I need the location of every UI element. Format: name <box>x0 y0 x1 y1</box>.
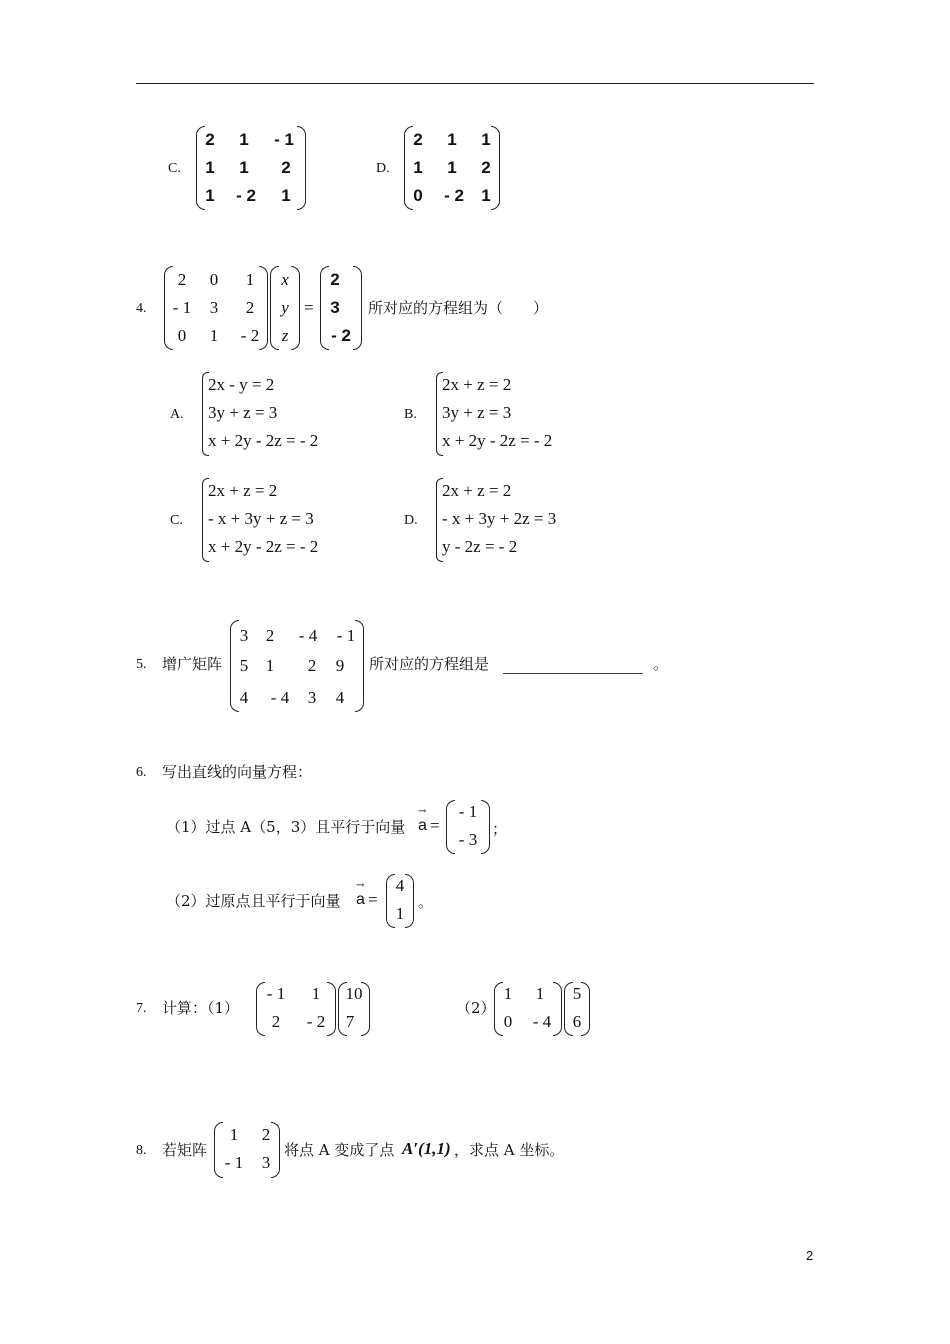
q4-option-c-line3: x + 2y - 2z = - 2 <box>208 537 319 556</box>
q4-option-d-label: D. <box>404 513 418 528</box>
q4-option-d-line3: y - 2z = - 2 <box>442 537 518 556</box>
q4-option-c-line1: 2x + z = 2 <box>208 481 278 500</box>
q7-part2-vector: 5 6 <box>564 982 590 1036</box>
q8-point: A′(1,1) <box>402 1139 451 1158</box>
q3-option-d-label: D. <box>376 161 390 176</box>
q4-option-d-line1: 2x + z = 2 <box>442 481 512 500</box>
q6-part1-vector: - 1 - 3 <box>446 800 490 854</box>
q4-option-a-line1: 2x - y = 2 <box>208 375 275 394</box>
q3-option-c-label: C. <box>168 161 181 176</box>
q6-part1-vector-name: a <box>418 817 427 834</box>
q8-mid-text: 将点 A 变成了点 <box>284 1141 395 1159</box>
q4-option-a-line3: x + 2y - 2z = - 2 <box>208 431 319 450</box>
q4-option-b-line3: x + 2y - 2z = - 2 <box>442 431 553 450</box>
q4-number: 4. <box>136 301 147 316</box>
q5-suffix: 所对应的方程组是 <box>369 655 490 673</box>
q4-option-c-line2: - x + 3y + z = 3 <box>208 509 314 528</box>
q6-part2-equals: = <box>368 890 378 909</box>
q6-part1-text: （1）过点 A（5，3）且平行于向量 <box>166 818 406 836</box>
q4-option-a-label: A. <box>170 407 184 422</box>
q6-text: 写出直线的向量方程： <box>162 763 313 781</box>
q4-option-b-line1: 2x + z = 2 <box>442 375 512 394</box>
q6-part2-text: （2）过原点且平行于向量 <box>166 892 341 910</box>
q7-part2-label: （2） <box>456 999 496 1017</box>
q3-option-c-matrix: 2 1 - 1 1 1 2 1 - 2 1 <box>196 126 306 210</box>
q6-part1-end: ； <box>492 820 508 838</box>
q5-prefix: 增广矩阵 <box>162 655 223 673</box>
q4-text: 所对应的方程组为（ ） <box>368 299 549 317</box>
q4-option-b-label: B. <box>404 407 417 422</box>
page-number: 2 <box>806 1248 814 1263</box>
q5-answer-blank[interactable] <box>503 673 643 674</box>
q4-coefficient-matrix: 2 0 1 - 1 3 2 0 1 - 2 <box>164 266 268 350</box>
q7-part2-matrix: 1 1 0 - 4 <box>494 982 562 1036</box>
q7-part1-matrix: - 1 1 2 - 2 <box>256 982 336 1036</box>
q6-part2-vector-name: a <box>356 891 365 908</box>
q4-variable-vector: x y z <box>270 266 300 350</box>
q5-number: 5. <box>136 657 147 672</box>
q7-part1-vector: 10 7 <box>338 982 370 1036</box>
q4-equals: = <box>304 298 314 317</box>
q6-part2-end: 。 <box>418 893 434 911</box>
q7-number: 7. <box>136 1001 147 1016</box>
vector-arrow-icon: → <box>356 880 365 891</box>
q3-option-d-matrix: 2 1 1 1 1 2 0 - 2 1 <box>404 126 500 210</box>
q8-end: ，求点 A 坐标。 <box>454 1141 565 1159</box>
q8-prefix: 若矩阵 <box>162 1141 208 1159</box>
q4-option-d-line2: - x + 3y + 2z = 3 <box>442 509 557 528</box>
q4-option-c-label: C. <box>170 513 183 528</box>
q5-end: 。 <box>653 655 669 673</box>
vector-arrow-icon: → <box>418 806 427 817</box>
q4-rhs-vector: 2 3 - 2 <box>320 266 362 350</box>
q7-text: 计算：（1） <box>162 999 240 1017</box>
q6-part2-vector: 4 1 <box>386 874 414 928</box>
q4-option-b-line2: 3y + z = 3 <box>442 403 512 422</box>
q4-option-a-line2: 3y + z = 3 <box>208 403 278 422</box>
q6-number: 6. <box>136 765 147 780</box>
q6-part1-equals: = <box>430 816 440 835</box>
header-rule <box>136 83 814 84</box>
q8-number: 8. <box>136 1143 147 1158</box>
q5-augmented-matrix: 3 2 - 4 - 1 5 1 2 9 4 - 4 3 4 <box>230 620 364 712</box>
q8-matrix: 1 2 - 1 3 <box>214 1122 280 1178</box>
